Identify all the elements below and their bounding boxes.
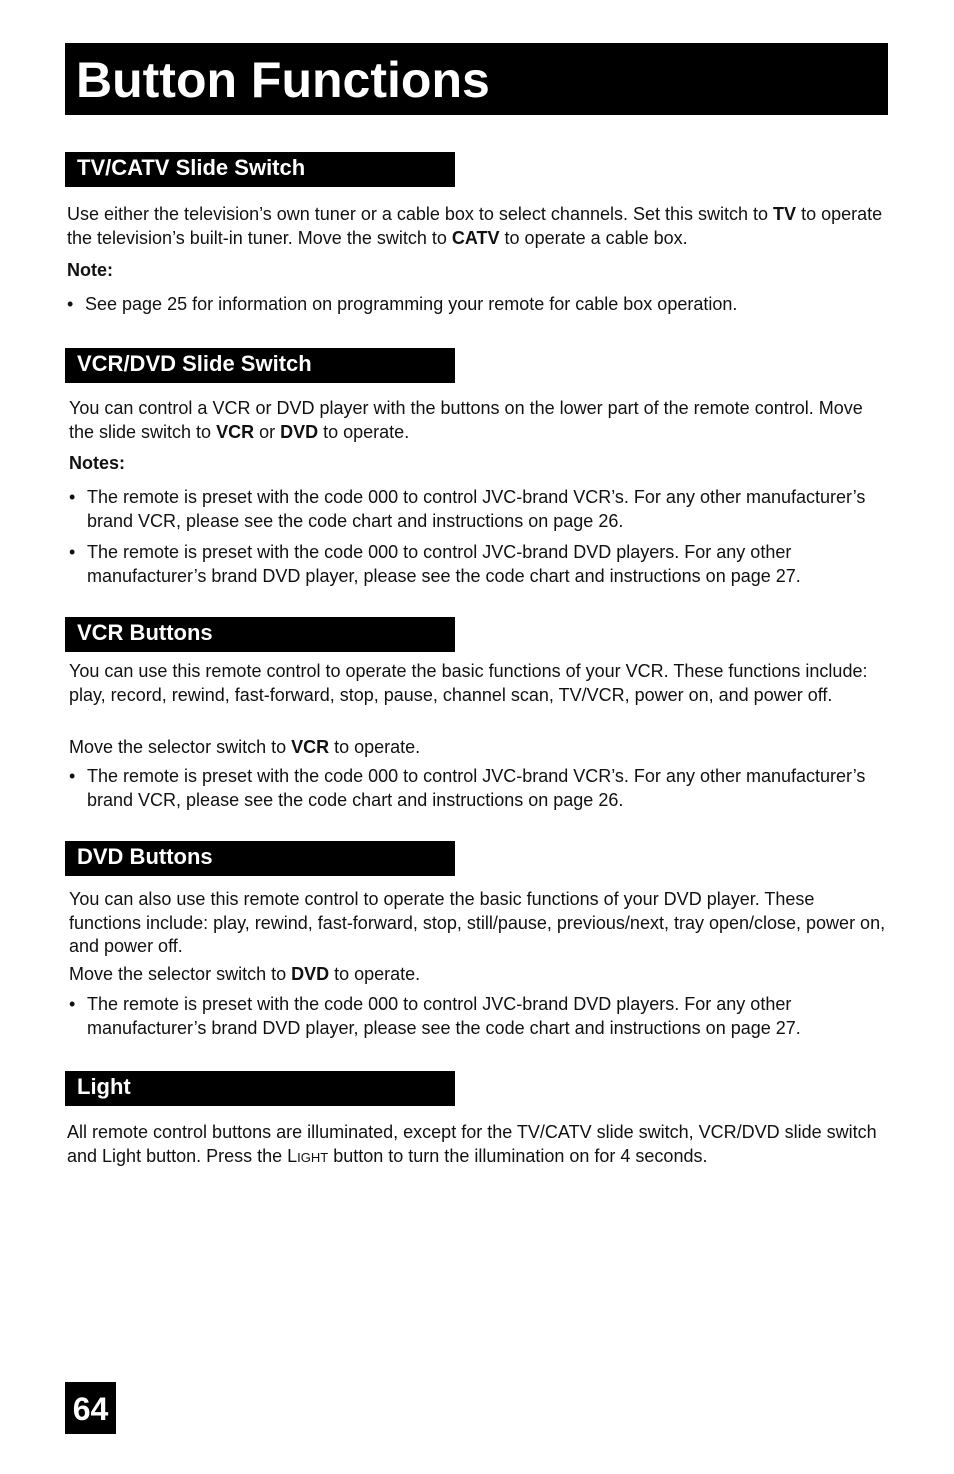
vcr-buttons-description: You can use this remote control to operate the basic functions of your VCR. These functions include: play, record, rewind, fast-forward, stop, pause, channel scan, TV/VCR, power on, and power off. [69,661,868,705]
light-description [67,1121,887,1168]
dvd-buttons-instruction [69,963,889,987]
text-run: to operate. [318,421,410,442]
text-run: All remote control buttons are illuminated, except for the TV/CATV slide switch, VCR/DVD slide switch and Light button. Press the [67,1122,877,1166]
text-run: Move the selector switch to [69,737,292,757]
light-button-name: Light [287,1145,329,1166]
bold-vcr: VCR [291,737,330,757]
bold-dvd: DVD [280,421,319,442]
bullet-text: The remote is preset with the code 000 to control JVC-brand VCR’s. For any other manufacturer’s brand VCR, please see the code chart and instructions on page 26. [87,487,866,531]
page-number: 64 [65,1382,116,1434]
section-header-vcr-buttons: VCR Buttons [65,617,455,652]
bold-vcr: VCR [216,421,255,442]
text-run: or [254,421,281,442]
vcr-buttons-instruction [69,736,889,760]
bullet-text: The remote is preset with the code 000 to control JVC-brand VCR’s. For any other manufacturer’s brand VCR, please see the code chart and instructions on page 26. [87,766,866,810]
bullet-dot: • [69,994,76,1014]
tvcatv-note-label: Note: [67,260,113,280]
text-run: to operate a cable box. [499,227,688,248]
section-header-light: Light [65,1071,455,1106]
text-run: to operate the television’s built-in tuner. Move the switch to [67,204,883,248]
bold-dvd: DVD [291,964,330,984]
text-run: to operate. [329,964,421,984]
vcrdvd-notes-label: Notes: [69,453,126,473]
section-header-tvcatv: TV/CATV Slide Switch [65,152,455,187]
tvcatv-description [67,203,887,250]
text-run: to operate. [329,737,421,757]
bullet-dot: • [69,487,76,507]
bullet-text: The remote is preset with the code 000 to control JVC-brand DVD players. For any other manufacturer’s brand DVD player, please see the code chart and instructions on page 27. [87,542,801,586]
dvd-buttons-description: You can also use this remote control to operate the basic functions of your DVD player. These functions include: play, rewind, fast-forward, stop, still/pause, previous/next, tray open/close, power on, and power off. [69,889,886,956]
section-header-dvd-buttons: DVD Buttons [65,841,455,876]
bold-catv: CATV [451,227,500,248]
bold-tv: TV [773,204,797,224]
bullet-dot: • [67,294,74,314]
text-run: Use either the television’s own tuner or a cable box to select channels. Set this switch to [67,204,774,224]
text-run: Move the selector switch to [69,964,292,984]
page-title: Button Functions [65,43,888,115]
bullet-text: See page 25 for information on programming your remote for cable box operation. [85,294,738,314]
section-header-vcrdvd: VCR/DVD Slide Switch [65,348,455,383]
vcrdvd-description [69,397,889,444]
bullet-text: The remote is preset with the code 000 to control JVC-brand DVD players. For any other manufacturer’s brand DVD player, please see the code chart and instructions on page 27. [87,994,801,1038]
text-run: You can control a VCR or DVD player with the buttons on the lower part of the remote control. Move the slide switch to [69,398,863,442]
text-run: button to turn the illumination on for 4 seconds. [328,1145,708,1166]
bullet-dot: • [69,542,76,562]
bullet-dot: • [69,766,76,786]
